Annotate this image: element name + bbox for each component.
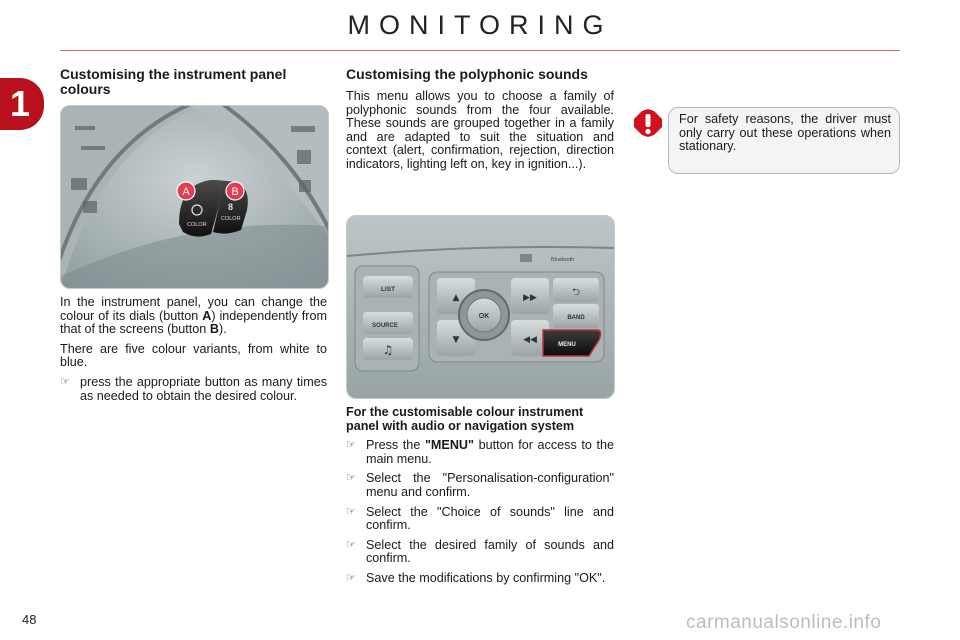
safety-warning-text: For safety reasons, the driver must only carry out these operations when stationary. [679,112,891,154]
left-text [60,296,327,409]
svg-text:COLOR: COLOR [221,216,241,222]
list-item: ☞ Press the "MENU" button for access to the main menu. [346,438,614,466]
svg-text:♫: ♫ [382,343,394,357]
instrument-panel-illustration [61,106,328,288]
svg-text:SOURCE: SOURCE [372,323,398,329]
chapter-tab: 1 [0,78,44,130]
list-item: ☞ Select the "Choice of sounds" line and confirm. [346,504,614,533]
list-item: ☞ Save the modifications by confirming "OK". [346,570,606,585]
pointing-finger-icon: ☞ [346,505,356,518]
svg-text:LIST: LIST [380,286,396,293]
middle-instructions [346,406,614,592]
instrument-panel-photo [60,105,329,289]
section-heading-instrument-colours: Customising the instrument panel colours [60,66,287,97]
svg-text:B: B [231,186,239,198]
page-number: 48 [22,612,37,627]
svg-text:OK: OK [478,313,490,320]
safety-warning-box [668,107,900,174]
svg-text:⮌: ⮌ [571,287,581,298]
callout-b [226,182,244,200]
instructions-subheading: For the customisable colour instrument panel with audio or navigation system [346,405,584,433]
colour-paragraph: In the instrument panel, you can change the colour of its dials (button A) independently from that of the screens (button B). [60,295,327,337]
svg-text:MENU: MENU [558,342,576,348]
svg-text:▼: ▼ [452,335,460,345]
audio-panel-illustration [347,216,614,398]
watermark: carmanualsonline.info [686,612,882,633]
middle-column [346,67,614,178]
svg-text:◀◀: ◀◀ [523,335,537,345]
svg-text:A: A [182,186,190,198]
variants-paragraph: There are five colour variants, from white to blue. [60,341,327,370]
list-item: ☞ press the appropriate button as many times as needed to obtain the desired colour. [60,374,327,403]
svg-text:8: 8 [228,202,234,212]
callout-a [177,182,195,200]
pointing-finger-icon: ☞ [346,571,356,584]
pointing-finger-icon: ☞ [60,375,70,388]
page-title: MONITORING [347,10,613,40]
svg-text:COLOR: COLOR [187,222,207,228]
svg-text:Bluetooth: Bluetooth [551,257,575,263]
list-item: ☞ Select the "Personalisation-configuration" menu and confirm. [346,471,614,499]
audio-panel-photo [346,215,615,399]
pointing-finger-icon: ☞ [346,472,356,485]
pointing-finger-icon: ☞ [346,439,356,452]
sounds-paragraph: This menu allows you to choose a family of polyphonic sounds from the four available. These sounds are grouped together in a family and are adapted to suit the situation and context (alert, confirmation, rejection, direction indicators, lighting left on, key in ignition...). [346,89,614,171]
list-item: ☞ Select the desired family of sounds and confirm. [346,537,614,566]
exclamation-icon [632,107,664,139]
svg-text:BAND: BAND [567,315,585,321]
svg-text:▲: ▲ [452,293,460,303]
section-heading-polyphonic-sounds: Customising the polyphonic sounds [346,66,588,82]
left-column [60,67,328,97]
svg-text:▶▶: ▶▶ [523,293,537,303]
header-rule [60,50,900,51]
pointing-finger-icon: ☞ [346,538,356,551]
